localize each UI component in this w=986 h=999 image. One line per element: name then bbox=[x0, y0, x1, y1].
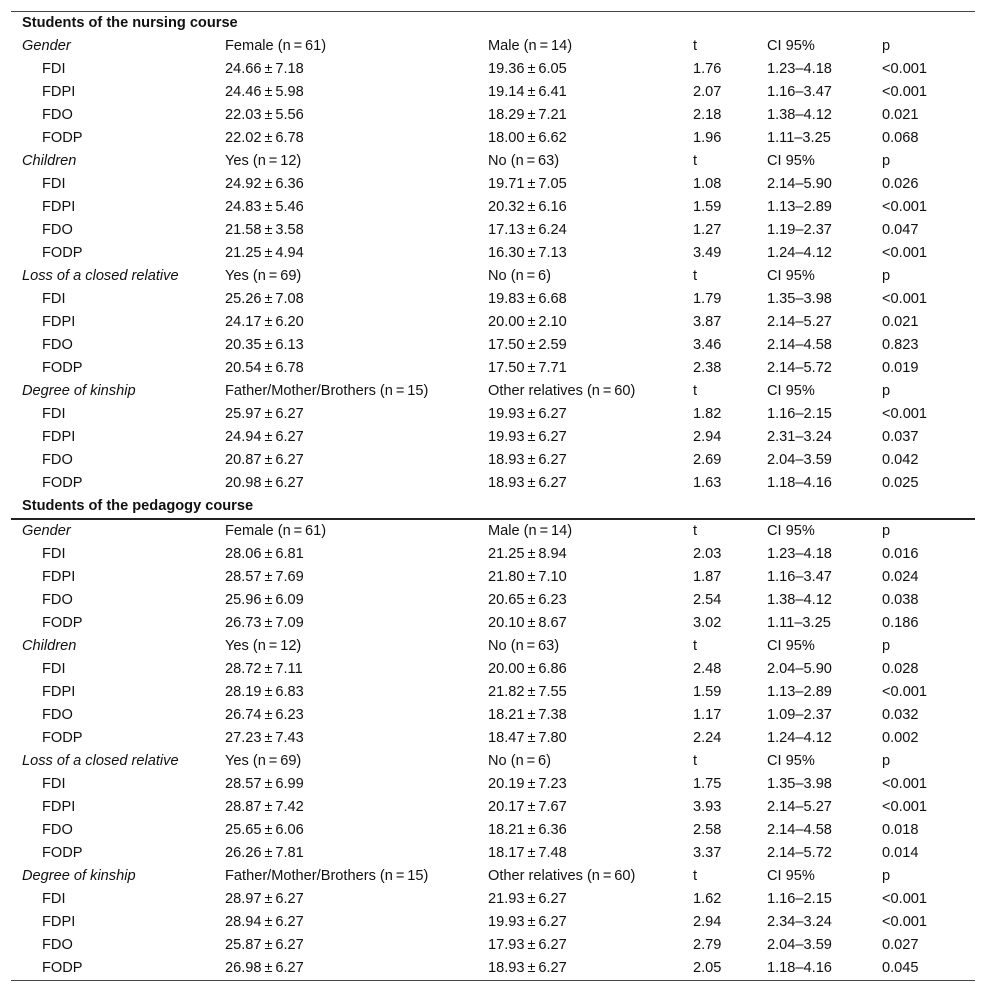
group-header-t-value: t bbox=[693, 153, 698, 169]
cell-label: FDPI bbox=[42, 569, 76, 585]
table-row bbox=[11, 681, 975, 704]
section-title: Students of the pedagogy course bbox=[11, 495, 975, 519]
cell-ci-95: 1.11–3.25 bbox=[767, 615, 831, 631]
cell-t-value: 1.62 bbox=[693, 891, 722, 907]
cell-label: FDO bbox=[42, 337, 73, 353]
cell-group-b: 17.50 ± 2.59 bbox=[488, 337, 567, 353]
cell-label: FDO bbox=[42, 822, 73, 838]
cell-group-a: 26.73 ± 7.09 bbox=[225, 615, 304, 631]
table-row bbox=[11, 934, 975, 957]
cell-p-value: 0.021 bbox=[882, 314, 919, 330]
table-row bbox=[11, 773, 975, 796]
cell-t-value: 1.79 bbox=[693, 291, 722, 307]
cell-group-b: 18.29 ± 7.21 bbox=[488, 107, 567, 123]
cell-t-value: 1.82 bbox=[693, 406, 722, 422]
cell-p-value: 0.045 bbox=[882, 957, 975, 981]
cell-p-value: 0.042 bbox=[882, 452, 919, 468]
cell-t-value: 2.94 bbox=[693, 914, 722, 930]
table-row bbox=[11, 219, 975, 242]
cell-p-value: 0.016 bbox=[882, 546, 919, 562]
cell-group-b: 17.93 ± 6.27 bbox=[488, 937, 567, 953]
group-header-label: Children bbox=[22, 638, 77, 654]
cell-group-a: 20.54 ± 6.78 bbox=[225, 360, 304, 376]
group-header-label: Loss of a closed relative bbox=[22, 753, 179, 769]
cell-ci-95: 1.19–2.37 bbox=[767, 222, 832, 238]
cell-label: FDPI bbox=[42, 684, 76, 700]
table-row bbox=[11, 911, 975, 934]
cell-t-value: 2.24 bbox=[693, 730, 722, 746]
group-header-group-b: No (n = 6) bbox=[488, 753, 552, 769]
group-header-t-value: t bbox=[693, 523, 698, 539]
cell-group-a: 28.57 ± 6.99 bbox=[225, 776, 304, 792]
cell-t-value: 3.87 bbox=[693, 314, 722, 330]
group-header-group-a: Yes (n = 69) bbox=[225, 268, 302, 284]
cell-t-value: 1.63 bbox=[693, 475, 722, 491]
cell-p-value: 0.018 bbox=[882, 822, 919, 838]
cell-group-b: 19.83 ± 6.68 bbox=[488, 291, 567, 307]
group-header-row bbox=[11, 150, 975, 173]
cell-group-b: 20.65 ± 6.23 bbox=[488, 592, 567, 608]
cell-group-b: 20.19 ± 7.23 bbox=[488, 776, 567, 792]
table-row bbox=[11, 173, 975, 196]
cell-t-value: 1.76 bbox=[693, 61, 722, 77]
cell-ci-95: 1.23–4.18 bbox=[767, 61, 832, 77]
cell-group-a: 28.06 ± 6.81 bbox=[225, 546, 304, 562]
cell-ci-95: 1.18–4.16 bbox=[767, 475, 832, 491]
cell-p-value: <0.001 bbox=[882, 84, 928, 100]
cell-group-b: 19.71 ± 7.05 bbox=[488, 176, 567, 192]
cell-ci-95: 2.14–5.27 bbox=[767, 799, 832, 815]
cell-group-b: 18.93 ± 6.27 bbox=[488, 475, 567, 491]
cell-t-value: 1.59 bbox=[693, 684, 722, 700]
table-row bbox=[11, 658, 975, 681]
group-header-group-a: Female (n = 61) bbox=[225, 523, 327, 539]
table-row bbox=[11, 472, 975, 495]
cell-ci-95: 1.24–4.12 bbox=[767, 730, 832, 746]
cell-label: FODP bbox=[42, 615, 83, 631]
cell-ci-95: 1.16–2.15 bbox=[767, 891, 832, 907]
cell-ci-95: 1.24–4.12 bbox=[767, 245, 832, 261]
section-title-row bbox=[11, 12, 975, 36]
cell-label: FDO bbox=[42, 107, 73, 123]
cell-label: FDPI bbox=[42, 914, 76, 930]
cell-group-b: 18.93 ± 6.27 bbox=[488, 452, 567, 468]
table-row bbox=[11, 81, 975, 104]
cell-label: FODP bbox=[42, 845, 83, 861]
table-row bbox=[11, 58, 975, 81]
cell-p-value: <0.001 bbox=[882, 891, 928, 907]
group-header-p-value: p bbox=[882, 268, 891, 284]
table-row bbox=[11, 796, 975, 819]
table-row bbox=[11, 104, 975, 127]
table-row bbox=[11, 888, 975, 911]
cell-p-value: <0.001 bbox=[882, 406, 928, 422]
cell-group-a: 28.87 ± 7.42 bbox=[225, 799, 304, 815]
cell-group-b: 18.21 ± 7.38 bbox=[488, 707, 567, 723]
cell-group-a: 25.97 ± 6.27 bbox=[225, 406, 304, 422]
cell-label: FDO bbox=[42, 592, 73, 608]
cell-p-value: <0.001 bbox=[882, 291, 928, 307]
cell-label: FDPI bbox=[42, 314, 76, 330]
group-header-group-b: Male (n = 14) bbox=[488, 523, 573, 539]
cell-ci-95: 1.13–2.89 bbox=[767, 684, 832, 700]
cell-ci-95: 1.38–4.12 bbox=[767, 107, 832, 123]
cell-group-a: 28.94 ± 6.27 bbox=[225, 914, 304, 930]
cell-p-value: <0.001 bbox=[882, 61, 928, 77]
table-row bbox=[11, 449, 975, 472]
cell-ci-95: 1.16–3.47 bbox=[767, 569, 832, 585]
group-header-ci-95: CI 95% bbox=[767, 523, 815, 539]
group-header-ci-95: CI 95% bbox=[767, 268, 815, 284]
cell-label: FODP bbox=[11, 957, 225, 981]
cell-t-value: 3.02 bbox=[693, 615, 722, 631]
cell-label: FODP bbox=[42, 245, 83, 261]
cell-group-b: 18.00 ± 6.62 bbox=[488, 130, 567, 146]
table-row bbox=[11, 612, 975, 635]
cell-group-b: 21.82 ± 7.55 bbox=[488, 684, 567, 700]
cell-ci-95: 2.34–3.24 bbox=[767, 914, 832, 930]
cell-ci-95: 2.04–3.59 bbox=[767, 452, 832, 468]
table-row bbox=[11, 819, 975, 842]
table-row bbox=[11, 196, 975, 219]
cell-label: FDI bbox=[42, 406, 66, 422]
cell-p-value: 0.019 bbox=[882, 360, 919, 376]
group-header-ci-95: CI 95% bbox=[767, 153, 815, 169]
group-header-group-a: Yes (n = 12) bbox=[225, 153, 302, 169]
table-row bbox=[11, 957, 975, 981]
cell-label: FDO bbox=[42, 222, 73, 238]
section-title-row bbox=[11, 495, 975, 519]
cell-label: FODP bbox=[42, 730, 83, 746]
cell-group-a: 22.02 ± 6.78 bbox=[225, 130, 304, 146]
group-header-t-value: t bbox=[693, 38, 698, 54]
cell-ci-95: 1.23–4.18 bbox=[767, 546, 832, 562]
cell-p-value: <0.001 bbox=[882, 199, 928, 215]
cell-t-value: 3.46 bbox=[693, 337, 722, 353]
cell-p-value: 0.068 bbox=[882, 130, 919, 146]
group-header-p-value: p bbox=[882, 523, 891, 539]
results-table-document bbox=[11, 11, 975, 981]
cell-t-value: 2.54 bbox=[693, 592, 722, 608]
cell-label: FDI bbox=[42, 61, 66, 77]
cell-p-value: 0.002 bbox=[882, 730, 919, 746]
group-header-row bbox=[11, 265, 975, 288]
table-row bbox=[11, 842, 975, 865]
cell-label: FDI bbox=[42, 546, 66, 562]
table-row bbox=[11, 727, 975, 750]
cell-ci-95: 2.14–5.72 bbox=[767, 360, 832, 376]
cell-ci-95: 2.14–5.90 bbox=[767, 176, 832, 192]
cell-t-value: 3.93 bbox=[693, 799, 722, 815]
cell-group-a: 28.19 ± 6.83 bbox=[225, 684, 304, 700]
group-header-p-value: p bbox=[882, 153, 891, 169]
cell-ci-95: 1.09–2.37 bbox=[767, 707, 832, 723]
group-header-row bbox=[11, 750, 975, 773]
cell-group-a: 21.25 ± 4.94 bbox=[225, 245, 304, 261]
cell-t-value: 1.96 bbox=[693, 130, 722, 146]
cell-t-value: 1.08 bbox=[693, 176, 722, 192]
cell-label: FODP bbox=[42, 130, 83, 146]
group-header-p-value: p bbox=[882, 383, 891, 399]
group-header-label: Degree of kinship bbox=[22, 868, 136, 884]
cell-p-value: <0.001 bbox=[882, 914, 928, 930]
cell-group-a: 20.98 ± 6.27 bbox=[225, 475, 304, 491]
cell-t-value: 2.79 bbox=[693, 937, 722, 953]
table-row bbox=[11, 426, 975, 449]
cell-group-a: 24.92 ± 6.36 bbox=[225, 176, 304, 192]
group-header-group-b: No (n = 63) bbox=[488, 638, 560, 654]
cell-t-value: 2.03 bbox=[693, 546, 722, 562]
group-header-p-value: p bbox=[882, 638, 891, 654]
table-row bbox=[11, 242, 975, 265]
cell-ci-95: 1.18–4.16 bbox=[767, 957, 882, 981]
cell-group-a: 25.96 ± 6.09 bbox=[225, 592, 304, 608]
cell-label: FODP bbox=[42, 475, 83, 491]
cell-label: FODP bbox=[42, 360, 83, 376]
cell-group-b: 19.36 ± 6.05 bbox=[488, 61, 567, 77]
cell-group-a: 20.35 ± 6.13 bbox=[225, 337, 304, 353]
group-header-t-value: t bbox=[693, 753, 698, 769]
cell-group-b: 17.50 ± 7.71 bbox=[488, 360, 567, 376]
cell-label: FDPI bbox=[42, 799, 76, 815]
cell-p-value: 0.025 bbox=[882, 475, 919, 491]
cell-group-a: 25.87 ± 6.27 bbox=[225, 937, 304, 953]
cell-group-b: 20.10 ± 8.67 bbox=[488, 615, 567, 631]
cell-group-b: 21.80 ± 7.10 bbox=[488, 569, 567, 585]
group-header-p-value: p bbox=[882, 38, 891, 54]
cell-group-a: 24.94 ± 6.27 bbox=[225, 429, 304, 445]
cell-t-value: 1.87 bbox=[693, 569, 722, 585]
cell-t-value: 2.48 bbox=[693, 661, 722, 677]
cell-t-value: 2.69 bbox=[693, 452, 722, 468]
table-row bbox=[11, 543, 975, 566]
cell-t-value: 1.59 bbox=[693, 199, 722, 215]
cell-group-a: 24.83 ± 5.46 bbox=[225, 199, 304, 215]
cell-group-a: 28.72 ± 7.11 bbox=[225, 661, 303, 677]
group-header-row bbox=[11, 380, 975, 403]
cell-group-a: 26.74 ± 6.23 bbox=[225, 707, 304, 723]
section-title: Students of the nursing course bbox=[11, 12, 975, 36]
cell-group-b: 18.93 ± 6.27 bbox=[488, 957, 693, 981]
cell-p-value: 0.027 bbox=[882, 937, 919, 953]
cell-t-value: 1.17 bbox=[693, 707, 722, 723]
cell-group-a: 27.23 ± 7.43 bbox=[225, 730, 304, 746]
cell-p-value: 0.021 bbox=[882, 107, 919, 123]
table-row bbox=[11, 589, 975, 612]
cell-p-value: <0.001 bbox=[882, 684, 928, 700]
cell-group-a: 28.57 ± 7.69 bbox=[225, 569, 304, 585]
cell-group-b: 18.17 ± 7.48 bbox=[488, 845, 567, 861]
cell-group-a: 26.26 ± 7.81 bbox=[225, 845, 304, 861]
cell-p-value: 0.186 bbox=[882, 615, 919, 631]
cell-group-a: 24.66 ± 7.18 bbox=[225, 61, 304, 77]
results-table bbox=[11, 11, 975, 981]
group-header-group-b: No (n = 63) bbox=[488, 153, 560, 169]
cell-t-value: 1.75 bbox=[693, 776, 722, 792]
cell-label: FDI bbox=[42, 776, 66, 792]
cell-group-b: 21.93 ± 6.27 bbox=[488, 891, 567, 907]
cell-t-value: 2.38 bbox=[693, 360, 722, 376]
cell-group-a: 21.58 ± 3.58 bbox=[225, 222, 304, 238]
cell-p-value: <0.001 bbox=[882, 245, 928, 261]
group-header-row bbox=[11, 519, 975, 543]
cell-p-value: <0.001 bbox=[882, 776, 928, 792]
cell-group-a: 25.65 ± 6.06 bbox=[225, 822, 304, 838]
table-row bbox=[11, 566, 975, 589]
cell-t-value: 2.58 bbox=[693, 822, 722, 838]
group-header-label: Gender bbox=[22, 523, 71, 539]
cell-group-a: 28.97 ± 6.27 bbox=[225, 891, 304, 907]
cell-t-value: 2.07 bbox=[693, 84, 722, 100]
cell-ci-95: 2.14–4.58 bbox=[767, 822, 832, 838]
cell-p-value: 0.037 bbox=[882, 429, 919, 445]
cell-p-value: 0.038 bbox=[882, 592, 919, 608]
cell-group-b: 19.93 ± 6.27 bbox=[488, 429, 567, 445]
results-table-body bbox=[11, 12, 975, 981]
cell-ci-95: 1.11–3.25 bbox=[767, 130, 831, 146]
cell-p-value: 0.823 bbox=[882, 337, 919, 353]
cell-group-b: 18.47 ± 7.80 bbox=[488, 730, 567, 746]
cell-ci-95: 1.16–2.15 bbox=[767, 406, 832, 422]
cell-ci-95: 2.14–5.27 bbox=[767, 314, 832, 330]
cell-label: FDI bbox=[42, 891, 66, 907]
group-header-group-a: Female (n = 61) bbox=[225, 38, 327, 54]
group-header-ci-95: CI 95% bbox=[767, 638, 815, 654]
cell-t-value: 3.37 bbox=[693, 845, 722, 861]
cell-ci-95: 2.04–5.90 bbox=[767, 661, 832, 677]
cell-t-value: 2.94 bbox=[693, 429, 722, 445]
cell-ci-95: 1.35–3.98 bbox=[767, 291, 832, 307]
cell-group-a: 24.17 ± 6.20 bbox=[225, 314, 304, 330]
group-header-label: Children bbox=[22, 153, 77, 169]
cell-ci-95: 1.13–2.89 bbox=[767, 199, 832, 215]
group-header-row bbox=[11, 635, 975, 658]
group-header-ci-95: CI 95% bbox=[767, 383, 815, 399]
cell-ci-95: 1.38–4.12 bbox=[767, 592, 832, 608]
cell-group-a: 26.98 ± 6.27 bbox=[225, 957, 488, 981]
group-header-ci-95: CI 95% bbox=[767, 868, 815, 884]
cell-group-b: 20.00 ± 6.86 bbox=[488, 661, 567, 677]
group-header-group-a: Father/Mother/Brothers (n = 15) bbox=[225, 868, 429, 884]
group-header-group-a: Father/Mother/Brothers (n = 15) bbox=[225, 383, 429, 399]
cell-group-b: 20.17 ± 7.67 bbox=[488, 799, 567, 815]
cell-ci-95: 2.14–5.72 bbox=[767, 845, 832, 861]
group-header-group-a: Yes (n = 69) bbox=[225, 753, 302, 769]
group-header-p-value: p bbox=[882, 753, 891, 769]
group-header-label: Degree of kinship bbox=[22, 383, 136, 399]
cell-p-value: 0.024 bbox=[882, 569, 919, 585]
cell-t-value: 1.27 bbox=[693, 222, 722, 238]
cell-label: FDO bbox=[42, 452, 73, 468]
group-header-group-a: Yes (n = 12) bbox=[225, 638, 302, 654]
group-header-t-value: t bbox=[693, 638, 698, 654]
cell-group-b: 20.32 ± 6.16 bbox=[488, 199, 567, 215]
group-header-group-b: Male (n = 14) bbox=[488, 38, 573, 54]
table-row bbox=[11, 127, 975, 150]
group-header-p-value: p bbox=[882, 868, 891, 884]
cell-p-value: 0.047 bbox=[882, 222, 919, 238]
cell-group-a: 22.03 ± 5.56 bbox=[225, 107, 304, 123]
cell-ci-95: 1.16–3.47 bbox=[767, 84, 832, 100]
group-header-t-value: t bbox=[693, 383, 698, 399]
cell-ci-95: 1.35–3.98 bbox=[767, 776, 832, 792]
group-header-ci-95: CI 95% bbox=[767, 38, 815, 54]
cell-p-value: 0.014 bbox=[882, 845, 919, 861]
cell-p-value: <0.001 bbox=[882, 799, 928, 815]
cell-t-value: 2.05 bbox=[693, 957, 767, 981]
cell-group-b: 18.21 ± 6.36 bbox=[488, 822, 567, 838]
cell-group-a: 25.26 ± 7.08 bbox=[225, 291, 304, 307]
group-header-label: Gender bbox=[22, 38, 71, 54]
cell-group-a: 24.46 ± 5.98 bbox=[225, 84, 304, 100]
table-row bbox=[11, 704, 975, 727]
cell-p-value: 0.028 bbox=[882, 661, 919, 677]
cell-p-value: 0.032 bbox=[882, 707, 919, 723]
cell-group-b: 19.14 ± 6.41 bbox=[488, 84, 567, 100]
cell-group-b: 17.13 ± 6.24 bbox=[488, 222, 567, 238]
cell-group-b: 20.00 ± 2.10 bbox=[488, 314, 567, 330]
cell-group-b: 16.30 ± 7.13 bbox=[488, 245, 567, 261]
cell-ci-95: 2.31–3.24 bbox=[767, 429, 832, 445]
table-row bbox=[11, 288, 975, 311]
group-header-row bbox=[11, 35, 975, 58]
cell-p-value: 0.026 bbox=[882, 176, 919, 192]
cell-group-a: 20.87 ± 6.27 bbox=[225, 452, 304, 468]
group-header-row bbox=[11, 865, 975, 888]
group-header-group-b: No (n = 6) bbox=[488, 268, 552, 284]
cell-label: FDO bbox=[42, 937, 73, 953]
cell-label: FDI bbox=[42, 176, 66, 192]
cell-t-value: 3.49 bbox=[693, 245, 722, 261]
cell-ci-95: 2.04–3.59 bbox=[767, 937, 832, 953]
table-row bbox=[11, 334, 975, 357]
cell-ci-95: 2.14–4.58 bbox=[767, 337, 832, 353]
cell-group-b: 21.25 ± 8.94 bbox=[488, 546, 567, 562]
cell-group-b: 19.93 ± 6.27 bbox=[488, 406, 567, 422]
group-header-label: Loss of a closed relative bbox=[22, 268, 179, 284]
cell-label: FDO bbox=[42, 707, 73, 723]
group-header-group-b: Other relatives (n = 60) bbox=[488, 383, 636, 399]
cell-label: FDI bbox=[42, 661, 66, 677]
table-row bbox=[11, 357, 975, 380]
group-header-group-b: Other relatives (n = 60) bbox=[488, 868, 636, 884]
group-header-ci-95: CI 95% bbox=[767, 753, 815, 769]
table-row bbox=[11, 311, 975, 334]
cell-label: FDPI bbox=[42, 199, 76, 215]
cell-group-b: 19.93 ± 6.27 bbox=[488, 914, 567, 930]
group-header-t-value: t bbox=[693, 868, 698, 884]
cell-t-value: 2.18 bbox=[693, 107, 722, 123]
cell-label: FDPI bbox=[42, 429, 76, 445]
cell-label: FDI bbox=[42, 291, 66, 307]
table-row bbox=[11, 403, 975, 426]
group-header-t-value: t bbox=[693, 268, 698, 284]
cell-label: FDPI bbox=[42, 84, 76, 100]
